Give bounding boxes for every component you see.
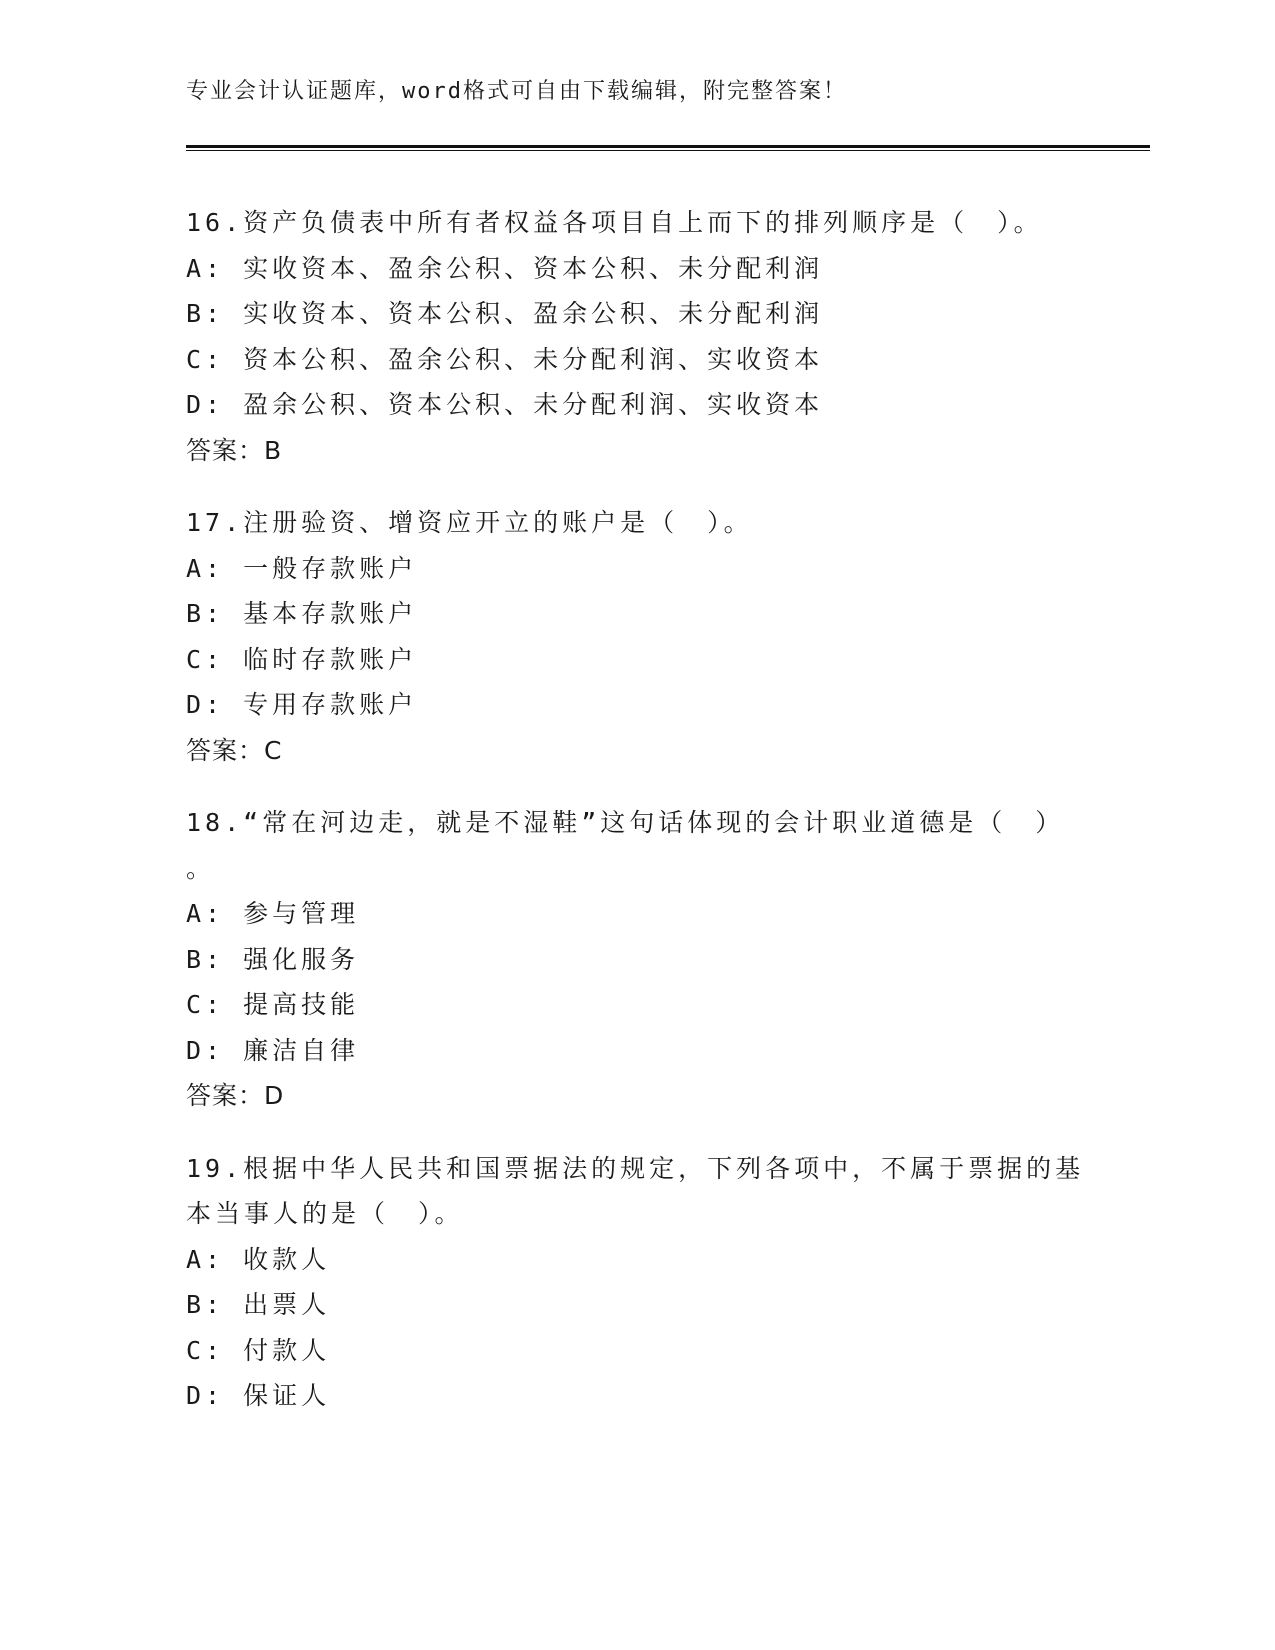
question-stem-continued: 本当事人的是（ ）。	[186, 1199, 464, 1228]
question-stem: 16.资产负债表中所有者权益各项目自上而下的排列顺序是（ ）。	[186, 208, 1043, 237]
answer: 答案：C	[186, 735, 283, 765]
question-18	[186, 800, 1086, 1119]
question-19	[186, 1146, 1086, 1419]
option-d: D: 保证人	[186, 1381, 331, 1410]
header-rule-thick	[186, 145, 1150, 148]
option-b: B: 强化服务	[186, 944, 360, 974]
option-b: B: 实收资本、资本公积、盈余公积、未分配利润	[186, 299, 824, 328]
question-16	[186, 200, 1086, 473]
question-stem: 17.注册验资、增资应开立的账户是（ ）。	[186, 508, 753, 537]
option-b: B: 出票人	[186, 1290, 331, 1319]
option-a: A: 实收资本、盈余公积、资本公积、未分配利润	[186, 253, 824, 283]
option-d: D: 专用存款账户	[186, 690, 418, 719]
answer: 答案：D	[186, 1081, 285, 1110]
option-b: B: 基本存款账户	[186, 599, 418, 628]
page-header: 专业会计认证题库，word格式可自由下载编辑，附完整答案！	[186, 79, 847, 104]
option-a: A: 参与管理	[186, 899, 360, 928]
option-a: A: 收款人	[186, 1244, 331, 1274]
question-17	[186, 500, 1086, 773]
option-c: C: 临时存款账户	[186, 644, 418, 674]
option-d: D: 廉洁自律	[186, 1035, 360, 1065]
option-c: C: 提高技能	[186, 990, 360, 1019]
question-stem: 19.根据中华人民共和国票据法的规定，下列各项中，不属于票据的基	[186, 1153, 1085, 1183]
question-list	[186, 200, 1086, 1446]
option-c: C: 付款人	[186, 1335, 331, 1365]
question-stem: 18.“常在河边走，就是不湿鞋”这句话体现的会计职业道德是（ ）	[186, 808, 1065, 837]
option-d: D: 盈余公积、资本公积、未分配利润、实收资本	[186, 390, 824, 419]
answer: 答案：B	[186, 435, 283, 465]
option-a: A: 一般存款账户	[186, 553, 418, 583]
question-stem-continued: 。	[186, 853, 216, 883]
header-rule-thin	[186, 150, 1150, 151]
option-c: C: 资本公积、盈余公积、未分配利润、实收资本	[186, 344, 824, 374]
